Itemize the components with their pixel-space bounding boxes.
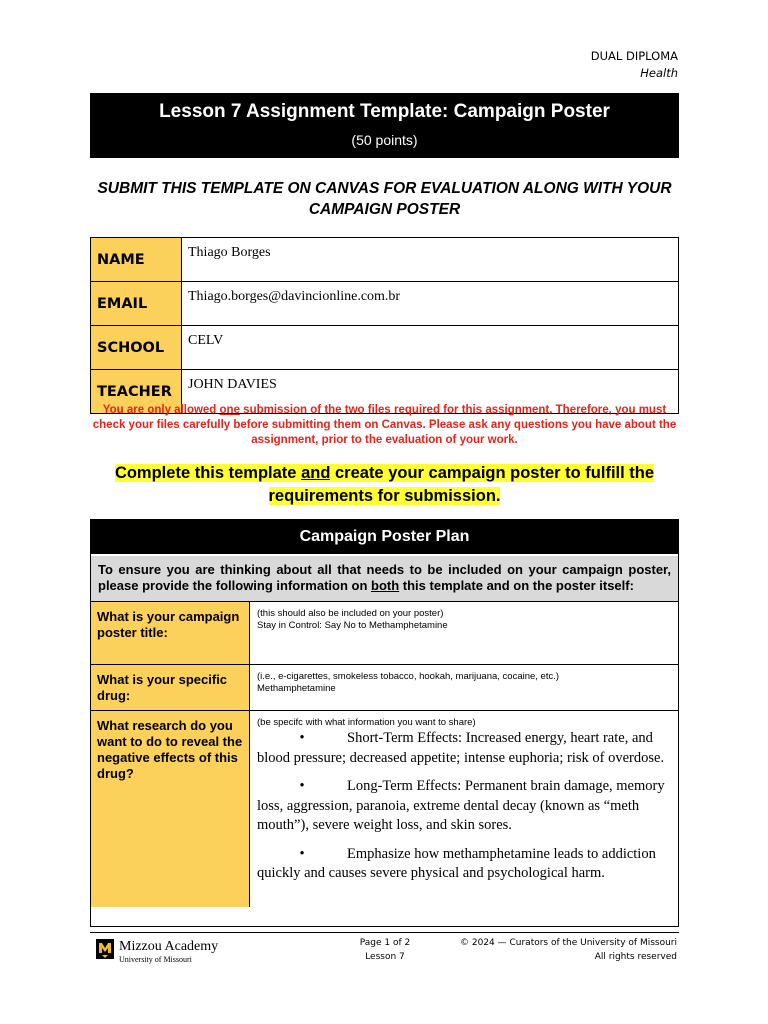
course-name: Health [640,66,678,80]
warning-underlined: one [219,404,240,416]
copyright-text: © 2024 — Curators of the University of Missouri [460,938,677,948]
bullet-icon: • [299,845,305,862]
submission-warning [90,403,679,448]
logo-name: Mizzou Academy [119,939,219,954]
page-title: Lesson 7 Assignment Template: Campaign Poster [159,101,610,122]
drug-hint: (i.e., e-cigarettes, smokeless tobacco, hookah, marijuana, cocaine, etc.) [257,671,560,682]
page-footer [90,932,679,967]
email-label: EMAIL [91,282,182,326]
warning-text-end: submission of the two files required for this assignment. Therefore, you must check your files carefully before submitting them on Canvas. Please ask any questions you have about the assignment, prior to the evaluation of your work. [92,404,677,446]
research-bullet: • Short-Term Effects: Increased energy, heart rate, and blood pressure; decreased appetite; intense euphoria; risk of overdose. [257,730,665,766]
title-answer-cell[interactable] [250,602,678,664]
rights-text: All rights reserved [594,952,677,962]
complete-text-end: create your campaign poster to fulfill the requirements for submission. [268,464,655,505]
email-value[interactable]: Thiago.borges@davincionline.com.br [182,282,679,326]
name-value[interactable]: Thiago Borges [182,238,679,282]
copyright [460,936,677,964]
plan-intro [91,554,678,602]
plan-row-research [91,711,678,907]
drug-answer-cell[interactable] [250,665,678,710]
info-row-school [91,326,679,370]
teacher-value[interactable]: JOHN DAVIES [182,370,679,414]
plan-row-title [91,602,678,665]
name-label: NAME [91,238,182,282]
title-question: What is your campaign poster title: [91,602,250,664]
research-bullet: • Emphasize how methamphetamine leads to addiction quickly and causes severe physical and psychological harm. [257,845,656,881]
title-bar [90,93,679,158]
drug-question: What is your specific drug: [91,665,250,710]
school-value[interactable]: CELV [182,326,679,370]
logo-university: University of Missouri [119,955,192,964]
points-label: (50 points) [351,132,418,148]
plan-heading: Campaign Poster Plan [91,520,678,554]
research-bullet: • Long-Term Effects: Permanent brain damage, memory loss, aggression, paranoia, extreme dental decay (known as “meth mouth”), severe weight loss, and skin sores. [257,778,665,833]
research-question: What research do you want to do to reveal the negative effects of this drug? [91,711,250,907]
teacher-label: TEACHER [91,370,182,414]
research-answer-cell[interactable] [250,711,678,907]
mizzou-tiger-icon [96,939,114,959]
plan-row-drug [91,665,678,711]
school-label: SCHOOL [91,326,182,370]
plan-intro-underlined: both [371,578,400,593]
page-number: Page 1 of 2 [359,938,411,948]
student-info-table [90,237,679,414]
complete-text-start: Complete this template [114,464,302,482]
plan-intro-end: this template and on the poster itself: [399,578,634,593]
drug-answer: Methamphetamine [257,683,336,694]
complete-underlined: and [301,464,331,482]
info-row-email [91,282,679,326]
bullet-icon: • [299,730,305,746]
program-name: DUAL DIPLOMA [590,49,678,63]
mizzou-logo [96,939,218,965]
research-hint: (be specifc with what information you want to share) [257,717,476,728]
campaign-plan-table [90,519,679,927]
title-answer: Stay in Control: Say No to Methamphetamine [257,620,448,631]
warning-text-start: You are only allowed [102,404,220,416]
document-header [591,48,678,82]
completion-instruction [90,462,679,508]
info-row-name [91,238,679,282]
title-hint: (this should also be included on your poster) [257,608,444,619]
submit-heading: SUBMIT THIS TEMPLATE ON CANVAS FOR EVALUATION ALONG WITH YOUR CAMPAIGN POSTER [97,180,672,218]
page-info [340,936,430,964]
bullet-icon: • [299,778,305,794]
plan-intro-start: To ensure you are thinking about all that needs to be included on your campaign poster, please provide the following information on [98,562,671,593]
lesson-number: Lesson 7 [365,952,405,962]
